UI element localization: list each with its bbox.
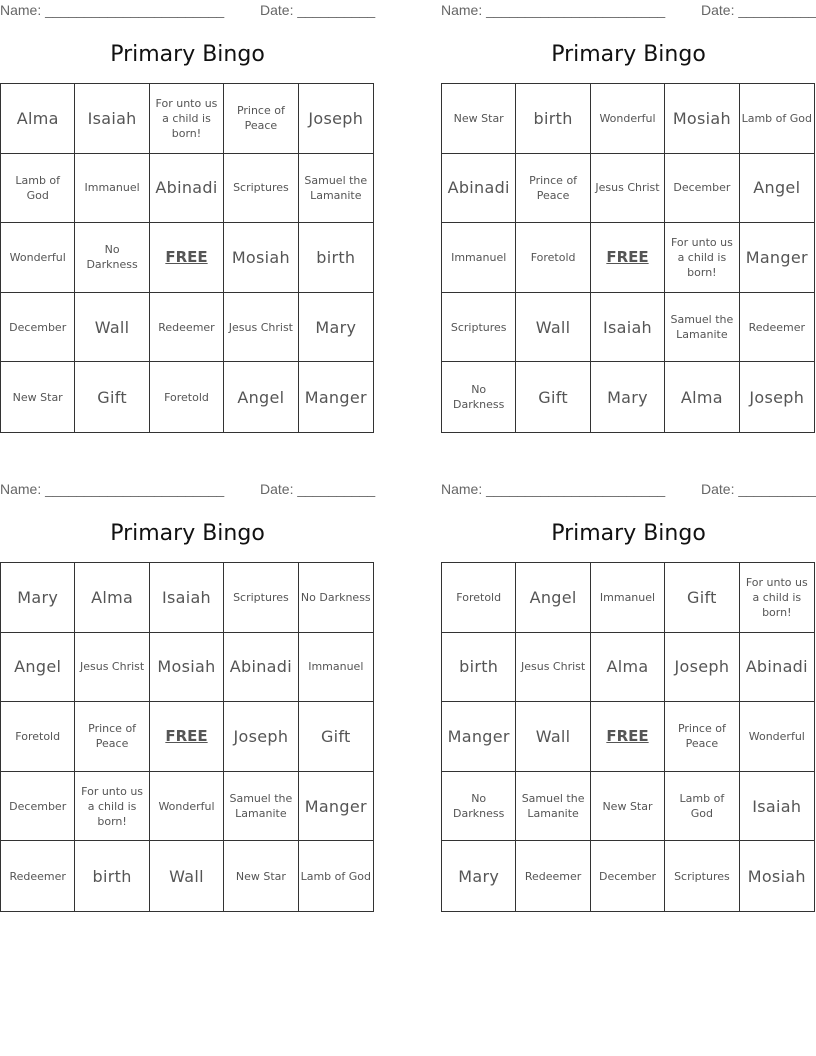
bingo-cell: Isaiah [591, 293, 665, 363]
bingo-cell: Abinadi [442, 154, 516, 224]
bingo-cell: Wonderful [150, 772, 224, 842]
bingo-cell: Mosiah [747, 866, 806, 886]
bingo-cell: Joseph [665, 633, 739, 703]
bingo-cell: Alma [75, 563, 149, 633]
bingo-cell: For unto us a child is born! [150, 84, 224, 154]
bingo-cell: Gift [516, 362, 590, 432]
bingo-cell: New Star [591, 772, 665, 842]
free-space-cell: FREE [591, 702, 665, 772]
bingo-cell: New Star [224, 841, 298, 911]
bingo-grid [0, 562, 374, 912]
bingo-cell: Gift [75, 362, 149, 432]
bingo-cell: Isaiah [150, 563, 224, 633]
name-field-line: Name: _______________________ [441, 2, 666, 18]
bingo-cell: Mosiah [150, 633, 224, 703]
bingo-cell: birth [75, 841, 149, 911]
bingo-cell: Foretold [442, 563, 516, 633]
bingo-cell: Samuel the Lamanite [516, 772, 590, 842]
bingo-cell: Jesus Christ [224, 293, 298, 363]
bingo-grid [441, 562, 815, 912]
bingo-cell: Isaiah [75, 84, 149, 154]
name-field-line: Name: _______________________ [0, 2, 225, 18]
bingo-cell: Alma [665, 362, 739, 432]
bingo-cell: December [1, 293, 75, 363]
bingo-cell: December [591, 841, 665, 911]
bingo-cell: Redeemer [150, 293, 224, 363]
bingo-cell: Prince of Peace [516, 154, 590, 224]
bingo-cell: Jesus Christ [75, 633, 149, 703]
bingo-cell: Prince of Peace [665, 702, 739, 772]
free-space-cell: FREE [150, 702, 224, 772]
bingo-cell: No Darkness [442, 772, 516, 842]
card-title: Primary Bingo [110, 521, 265, 546]
bingo-cell: No Darkness [299, 563, 373, 633]
bingo-cell: Angel [740, 154, 814, 224]
bingo-cell: Wall [516, 293, 590, 363]
bingo-cell: Alma [1, 84, 75, 154]
bingo-cell: Immanuel [299, 633, 373, 703]
bingo-cell: For unto us a child is born! [740, 563, 814, 633]
bingo-cell: Redeemer [1, 841, 75, 911]
bingo-cell: birth [442, 633, 516, 703]
bingo-cell: Gift [299, 702, 373, 772]
bingo-cell: No Darkness [442, 362, 516, 432]
bingo-grid [0, 83, 374, 433]
date-field-line: Date: __________ [260, 481, 376, 497]
bingo-cell: Jesus Christ [516, 633, 590, 703]
bingo-cell: Manger [299, 772, 373, 842]
bingo-cell: Gift [665, 563, 739, 633]
bingo-cell: December [665, 154, 739, 224]
bingo-cell: Joseph [224, 702, 298, 772]
bingo-cell: Lamb of God [300, 869, 371, 883]
bingo-cell: Wonderful [591, 84, 665, 154]
bingo-cell: Mosiah [224, 223, 298, 293]
bingo-cell: Lamb of God [1, 154, 75, 224]
bingo-cell: Mary [299, 293, 373, 363]
bingo-cell: Immanuel [591, 563, 665, 633]
bingo-cell: Mary [591, 362, 665, 432]
bingo-cell: birth [299, 223, 373, 293]
bingo-cell: Manger [442, 702, 516, 772]
bingo-cell: Foretold [516, 223, 590, 293]
bingo-cell: December [1, 772, 75, 842]
bingo-cell: New Star [1, 362, 75, 432]
free-space-cell: FREE [150, 223, 224, 293]
bingo-cell: Wonderful [740, 702, 814, 772]
bingo-cell: Scriptures [224, 154, 298, 224]
bingo-cell: Joseph [749, 387, 805, 407]
date-field-line: Date: __________ [260, 2, 376, 18]
bingo-cell: Alma [591, 633, 665, 703]
card-title: Primary Bingo [110, 42, 265, 67]
bingo-cell: Wall [150, 841, 224, 911]
bingo-cell: Scriptures [224, 563, 298, 633]
date-field-line: Date: __________ [701, 481, 816, 497]
bingo-cell: Immanuel [442, 223, 516, 293]
bingo-cell: Jesus Christ [591, 154, 665, 224]
bingo-cell: Scriptures [442, 293, 516, 363]
bingo-cell: For unto us a child is born! [665, 223, 739, 293]
bingo-cell: Wonderful [1, 223, 75, 293]
bingo-cell: Redeemer [516, 841, 590, 911]
bingo-cell: Abinadi [150, 154, 224, 224]
bingo-cell: Mary [442, 841, 516, 911]
bingo-cell: Redeemer [740, 293, 814, 363]
bingo-cell: Foretold [150, 362, 224, 432]
bingo-cell: Wall [516, 702, 590, 772]
bingo-cell: Prince of Peace [75, 702, 149, 772]
bingo-grid [441, 83, 815, 433]
card-title: Primary Bingo [551, 521, 706, 546]
bingo-cell: Manger [740, 223, 814, 293]
free-space-cell: FREE [591, 223, 665, 293]
bingo-cell: Wall [75, 293, 149, 363]
card-title: Primary Bingo [551, 42, 706, 67]
bingo-cell: New Star [442, 84, 516, 154]
bingo-cell: Lamb of God [665, 772, 739, 842]
bingo-cell: No Darkness [75, 223, 149, 293]
date-field-line: Date: __________ [701, 2, 816, 18]
bingo-cell: Samuel the Lamanite [224, 772, 298, 842]
name-field-line: Name: _______________________ [0, 481, 225, 497]
bingo-cell: Foretold [1, 702, 75, 772]
bingo-cell: Isaiah [740, 772, 814, 842]
bingo-cell: Manger [304, 387, 367, 407]
bingo-cell: birth [516, 84, 590, 154]
bingo-cell: Samuel the Lamanite [665, 293, 739, 363]
bingo-cell: Mary [1, 563, 75, 633]
bingo-cell: Abinadi [740, 633, 814, 703]
bingo-cell: For unto us a child is born! [75, 772, 149, 842]
bingo-cell: Angel [224, 362, 298, 432]
bingo-cell: Lamb of God [740, 84, 814, 154]
bingo-cell: Mosiah [665, 84, 739, 154]
bingo-cell: Abinadi [224, 633, 298, 703]
bingo-cell: Samuel the Lamanite [299, 154, 373, 224]
bingo-cell: Scriptures [665, 841, 739, 911]
name-field-line: Name: _______________________ [441, 481, 666, 497]
bingo-cell: Angel [516, 563, 590, 633]
bingo-cell: Prince of Peace [224, 84, 298, 154]
bingo-cell: Joseph [299, 84, 373, 154]
bingo-cell: Angel [1, 633, 75, 703]
bingo-cell: Immanuel [75, 154, 149, 224]
